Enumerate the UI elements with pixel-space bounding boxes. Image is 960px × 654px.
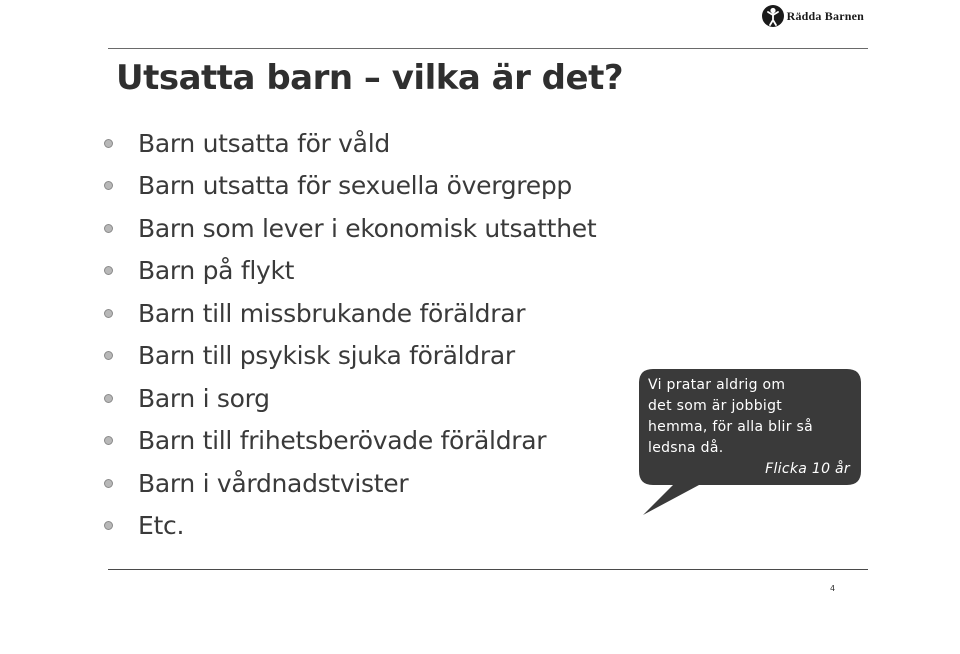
bullet-item	[104, 292, 596, 335]
bullet-text: Barn som lever i ekonomisk utsatthet	[138, 213, 597, 243]
bullet-dot-icon	[104, 181, 113, 190]
bullet-dot-icon	[104, 351, 113, 360]
bullet-text: Barn utsatta för våld	[138, 128, 390, 158]
bullet-item	[104, 122, 596, 165]
bullet-dot-icon	[104, 394, 113, 403]
quote-text	[648, 375, 854, 480]
bullet-item	[104, 505, 596, 548]
quote-line: Vi pratar aldrig om	[648, 377, 786, 393]
bullet-text: Barn utsatta för sexuella övergrepp	[138, 171, 572, 201]
bullet-dot-icon	[104, 266, 113, 275]
bullet-text: Barn på flykt	[138, 256, 295, 286]
bullet-list	[104, 122, 596, 547]
quote-attribution: Flicka 10 år	[765, 461, 850, 477]
header-divider	[108, 48, 868, 49]
bullet-text: Barn till missbrukande föräldrar	[138, 298, 526, 328]
bullet-text: Barn i vårdnadstvister	[138, 468, 409, 498]
child-emblem-icon	[761, 4, 785, 28]
bullet-item	[104, 420, 596, 463]
quote-line: det som är jobbigt	[648, 398, 783, 414]
page-number: 4	[830, 584, 836, 593]
bullet-text: Barn till frihetsberövade föräldrar	[138, 426, 547, 456]
bullet-dot-icon	[104, 479, 113, 488]
quote-speech-bubble	[639, 369, 861, 485]
footer-divider	[108, 569, 868, 570]
bullet-item	[104, 207, 596, 250]
quote-line: ledsna då.	[648, 440, 724, 456]
bullet-dot-icon	[104, 139, 113, 148]
bullet-item	[104, 335, 596, 378]
logo-text: Rädda Barnen	[786, 8, 864, 23]
bullet-item	[104, 165, 596, 208]
bullet-item	[104, 250, 596, 293]
slide-title: Utsatta barn – vilka är det?	[116, 58, 624, 98]
bullet-item	[104, 377, 596, 420]
bullet-dot-icon	[104, 436, 113, 445]
bullet-text: Barn i sorg	[138, 383, 270, 413]
bullet-text: Barn till psykisk sjuka föräldrar	[138, 341, 515, 371]
bullet-dot-icon	[104, 224, 113, 233]
bullet-item	[104, 462, 596, 505]
bullet-dot-icon	[104, 309, 113, 318]
bullet-dot-icon	[104, 521, 113, 530]
organization-logo	[761, 4, 864, 28]
bullet-text: Etc.	[138, 511, 185, 541]
quote-line: hemma, för alla blir så	[648, 419, 813, 435]
